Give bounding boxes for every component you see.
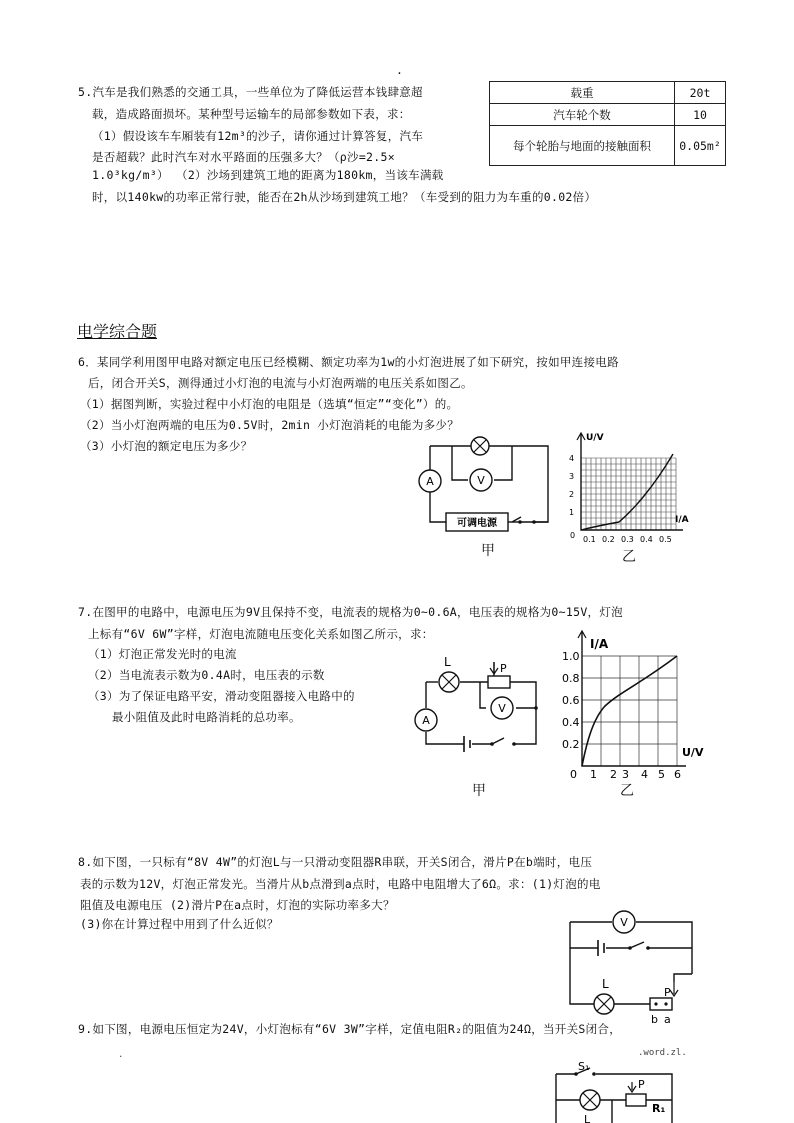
q6-line-1: 6．某同学利用图甲电路对额定电压已经模糊、额定功率为1w的小灯泡进展了如下研究，按如甲连接电路	[78, 355, 619, 369]
q7-line-1: 7.在图甲的电路中，电源电压为9V且保持不变，电流表的规格为0~0.6A，电压表的规格为0~15V，灯泡	[78, 605, 623, 619]
rheostat-icon	[626, 1094, 646, 1106]
q5-line-2: 载，造成路面损坏。某种型号运输车的局部参数如下表，求：	[92, 107, 411, 121]
endpoint-label-a: a	[664, 1013, 671, 1026]
q7-line-5: （3）为了保证电路平安，滑动变阻器接入电路中的	[88, 689, 355, 703]
q6-xtick: 0.3	[621, 535, 634, 544]
table-row	[490, 82, 726, 104]
q7-xtick: 2	[610, 768, 617, 781]
lamp-label-L: L	[584, 1113, 591, 1123]
q7-xtick: 4	[641, 768, 648, 781]
q7-xtick: 5	[658, 768, 665, 781]
q6-line-2: 后，闭合开关S，测得通过小灯泡的电流与小灯泡两端的电压关系如图乙。	[88, 376, 473, 390]
endpoint-label-b: b	[651, 1013, 658, 1026]
q7-fig-jia-caption: 甲	[472, 783, 486, 799]
table-cell-label: 每个轮胎与地面的接触面积	[490, 126, 675, 166]
q5-line-5: 1.0³kg/m³） （2）沙场到建筑工地的距离为180km，当该车满载	[92, 168, 444, 182]
q7-graph	[560, 628, 704, 798]
q7-fig-yi-caption: 乙	[620, 783, 634, 799]
table-cell-value: 20t	[675, 82, 726, 104]
q6-xtick: 0.2	[602, 535, 615, 544]
table-cell-value: 0.05m²	[675, 126, 726, 166]
ammeter-label: A	[426, 475, 434, 488]
footer-watermark: .word.zl.	[638, 1048, 687, 1058]
q6-xtick: 0.1	[583, 535, 596, 544]
q6-xtick: 0.4	[640, 535, 653, 544]
lamp-label-L: L	[602, 977, 609, 991]
top-dot: .	[396, 63, 404, 77]
q8-line-2: 表的示数为12V，灯泡正常发光。当滑片从b点滑到a点时，电路中电阻增大了6Ω。求：(1)灯泡的电	[80, 877, 601, 891]
q8-line-1: 8.如下图，一只标有“8V 4W”的灯泡L与一只滑动变阻器R串联，开关S闭合，滑片P在b端时，电压	[78, 855, 593, 869]
q6-xtick: 0.5	[659, 535, 672, 544]
rheostat-icon	[650, 998, 672, 1010]
voltmeter-label: V	[620, 916, 628, 929]
q5-line-6: 时，以140kw的功率正常行驶，能否在2h从沙场到建筑工地？（车受到的阻力为车重的0.02倍）	[92, 190, 597, 204]
table-row	[490, 126, 726, 166]
table-row	[490, 104, 726, 126]
q6-ytick: 2	[569, 490, 575, 499]
q5-params-table	[489, 81, 726, 166]
q6-curve	[581, 454, 673, 530]
q6-fig-yi-caption: 乙	[622, 549, 636, 565]
q7-line-2: 上标有“6V 6W”字样，灯泡电流随电压变化关系如图乙所示，求：	[88, 627, 434, 641]
q7-xtick: 1	[590, 768, 597, 781]
q5-line-1: 5.汽车是我们熟悉的交通工具，一些单位为了降低运营本钱肆意超	[78, 85, 423, 99]
q7-xtick: 3	[622, 768, 629, 781]
q6-line-4: （2）当小灯泡两端的电压为0.5V时，2min 小灯泡消耗的电能为多少？	[80, 418, 460, 432]
footer-dot: .	[118, 1050, 124, 1060]
voltmeter-label: V	[498, 702, 506, 715]
q8-line-3: 阻值及电源电压 (2)滑片P在a点时，灯泡的实际功率多大？	[80, 898, 395, 912]
power-source-label: 可调电源	[457, 518, 497, 529]
q9-line-1: 9.如下图，电源电压恒定为24V，小灯泡标有“6V 3W”字样，定值电阻R₂的阻值为24Ω，当开关S闭合，	[78, 1022, 622, 1036]
q7-xtick: 6	[674, 768, 681, 781]
slider-label-P: P	[664, 986, 671, 999]
table-cell-label: 载重	[490, 82, 675, 104]
q6-xtick: 0	[570, 531, 576, 540]
slider-label-P: P	[638, 1078, 645, 1091]
rheostat-icon	[488, 676, 510, 688]
voltmeter-label: V	[477, 474, 485, 487]
q7-ytick: 1.0	[562, 650, 580, 663]
q7-line-3: （1）灯泡正常发光时的电流	[88, 647, 237, 661]
q9-circuit-diagram	[548, 1060, 698, 1123]
q7-line-6: 最小阻值及此时电路消耗的总功率。	[112, 710, 301, 724]
q6-line-3: （1）据图判断，实验过程中小灯泡的电阻是（选填“恒定”“变化”）的。	[80, 397, 459, 411]
q6-ytick: 1	[569, 508, 575, 517]
section-title: 电学综合题	[77, 322, 158, 341]
q7-ytick: 0.4	[562, 716, 580, 729]
q6-graph-xlabel: I/A	[675, 515, 689, 525]
q5-line-3: （1）假设该车车厢装有12m³的沙子，请你通过计算答复，汽车	[92, 129, 424, 143]
resistor-label-R1: R₁	[652, 1102, 666, 1115]
q7-graph-ylabel: I/A	[590, 637, 609, 651]
q6-graph-ylabel: U/V	[586, 433, 604, 443]
q7-graph-xlabel: U/V	[682, 746, 704, 759]
q5-line-4: 是否超载？此时汽车对水平路面的压强多大？（ρ沙=2.5×	[92, 150, 395, 164]
q7-ytick: 0.6	[562, 694, 580, 707]
ammeter-label: A	[422, 714, 430, 727]
table-cell-label: 汽车轮个数	[490, 104, 675, 126]
q7-ytick: 0.8	[562, 672, 580, 685]
q7-circuit-diagram	[410, 650, 546, 760]
slider-label-P: P	[500, 662, 507, 675]
table-cell-value: 10	[675, 104, 726, 126]
q7-curve	[582, 656, 677, 766]
q6-ytick: 4	[569, 454, 575, 463]
q6-fig-jia-caption: 甲	[481, 543, 495, 559]
q7-ytick: 0.2	[562, 738, 580, 751]
q8-line-4: (3)你在计算过程中用到了什么近似？	[80, 917, 279, 931]
q8-circuit-diagram	[560, 906, 710, 1024]
q6-ytick: 3	[569, 472, 575, 481]
q6-line-5: （3）小灯泡的额定电压为多少？	[80, 439, 253, 453]
switch-label-S1: S₁	[578, 1060, 590, 1073]
q7-xtick: 0	[570, 768, 577, 781]
q7-line-4: （2）当电流表示数为0.4A时，电压表的示数	[88, 668, 325, 682]
lamp-label-L: L	[444, 655, 451, 669]
